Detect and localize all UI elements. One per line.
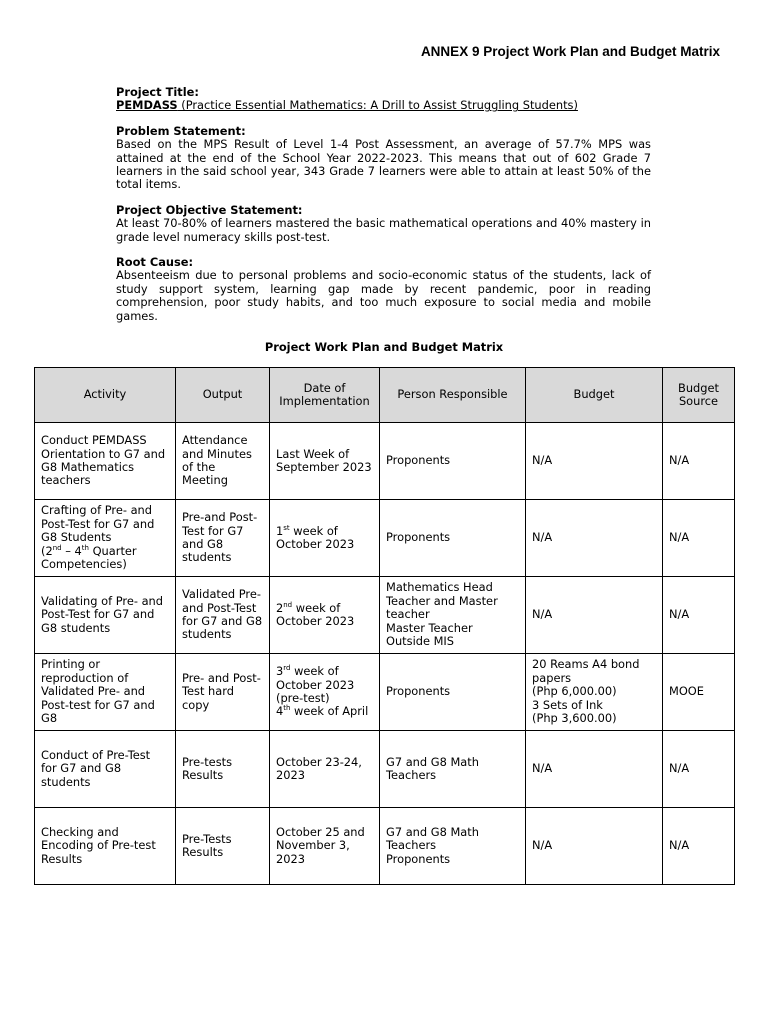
project-acronym: PEMDASS — [116, 98, 178, 113]
project-description — [116, 86, 651, 335]
activity-quarter-open: (2 — [41, 543, 53, 558]
cell-date: October 23-24, 2023 — [270, 731, 380, 808]
cell-activity: Validating of Pre- and Post-Test for G7 and G8 students — [35, 577, 176, 654]
cell-person: G7 and G8 Math Teachers — [380, 731, 526, 808]
cell-activity: Checking and Encoding of Pre-test Results — [35, 808, 176, 885]
cell-person — [380, 577, 526, 654]
cell-output: Attendance and Minutes of the Meeting — [176, 423, 270, 500]
cell-output: Pre-tests Results — [176, 731, 270, 808]
cell-output: Pre-and Post-Test for G7 and G8 students — [176, 500, 270, 577]
person-line: Proponents — [386, 851, 451, 866]
root-cause-label: Root Cause: — [116, 255, 194, 270]
budget-line: 20 Reams A4 bond papers — [532, 657, 640, 685]
root-cause-text: Absenteeism due to personal problems and socio-economic status of the students, lack of study support system, learning gap made by recent pandemic, poor in reading comprehension, poor study habits, and too much exposure to social media and mobile games. — [116, 268, 651, 323]
cell-budget: N/A — [526, 500, 663, 577]
activity-quarter-mid: – 4 — [61, 543, 82, 558]
date-number: 1 — [276, 523, 284, 538]
activity-main: Crafting of Pre- and Post-Test for G7 and G8 Students — [41, 503, 155, 545]
matrix-title: Project Work Plan and Budget Matrix — [264, 340, 504, 354]
header-person: Person Responsible — [380, 368, 526, 423]
table-row — [35, 808, 735, 885]
date-rest: week of October 2023 — [276, 523, 355, 551]
cell-source: N/A — [663, 577, 735, 654]
project-title-section — [116, 86, 651, 113]
superscript: th — [81, 543, 89, 552]
annex-title: ANNEX 9 Project Work Plan and Budget Matrix — [420, 44, 720, 59]
cell-budget: N/A — [526, 423, 663, 500]
work-plan-table — [34, 367, 735, 885]
person-line: Master Teacher Outside MIS — [386, 620, 473, 649]
budget-line: (Php 6,000.00) — [532, 684, 617, 699]
problem-statement-section — [116, 125, 651, 192]
cell-date: October 25 and November 3, 2023 — [270, 808, 380, 885]
cell-date — [270, 577, 380, 654]
cell-budget — [526, 654, 663, 731]
cell-person: Proponents — [380, 654, 526, 731]
cell-person: Proponents — [380, 500, 526, 577]
date-number: 2 — [276, 600, 284, 615]
header-date: Date of Implementation — [270, 368, 380, 423]
header-activity: Activity — [35, 368, 176, 423]
cell-budget: N/A — [526, 731, 663, 808]
objective-text: At least 70-80% of learners mastered the basic mathematical operations and 40% mastery in grade level numeracy skills post-test. — [116, 216, 651, 244]
header-source: Budget Source — [663, 368, 735, 423]
root-cause-section — [116, 256, 651, 323]
cell-source: N/A — [663, 500, 735, 577]
project-title-label: Project Title: — [116, 85, 199, 99]
date-rest: week of October 2023 — [276, 600, 355, 628]
date-number: 3 — [276, 664, 284, 679]
cell-person — [380, 808, 526, 885]
person-line: G7 and G8 Math Teachers — [386, 824, 479, 853]
person-line: Mathematics Head Teacher and Master teacher — [386, 580, 498, 622]
cell-date — [270, 654, 380, 731]
table-row — [35, 654, 735, 731]
superscript: rd — [283, 664, 291, 673]
cell-activity: Conduct of Pre-Test for G7 and G8 students — [35, 731, 176, 808]
budget-line: (Php 3,600.00) — [532, 711, 617, 726]
problem-statement-text: Based on the MPS Result of Level 1-4 Post Assessment, an average of 57.7% MPS was attained at the end of the School Year 2022-2023. This means that out of 602 Grade 7 learners in the said school year, 343 Grade 7 learners were able to attain at least 50% of the total items. — [116, 137, 651, 192]
date-rest: week of April — [290, 704, 369, 719]
cell-budget: N/A — [526, 808, 663, 885]
header-output: Output — [176, 368, 270, 423]
date-rest: week of October 2023 (pre-test) — [276, 664, 355, 705]
cell-output: Pre-Tests Results — [176, 808, 270, 885]
activity-quarter-end: Quarter Competencies) — [41, 543, 137, 572]
objective-label: Project Objective Statement: — [116, 202, 303, 217]
superscript: nd — [52, 543, 62, 552]
table-row — [35, 500, 735, 577]
header-budget: Budget — [526, 368, 663, 423]
cell-source: N/A — [663, 808, 735, 885]
cell-activity — [35, 500, 176, 577]
cell-person: Proponents — [380, 423, 526, 500]
project-title-line — [116, 99, 651, 112]
cell-activity: Printing or reproduction of Validated Pre- and Post-test for G7 and G8 — [35, 654, 176, 731]
superscript: th — [283, 704, 291, 713]
table-header-row — [35, 368, 735, 423]
cell-source: N/A — [663, 423, 735, 500]
cell-budget: N/A — [526, 577, 663, 654]
cell-date — [270, 500, 380, 577]
objective-section — [116, 204, 651, 244]
cell-source: MOOE — [663, 654, 735, 731]
cell-output: Validated Pre-and Post-Test for G7 and G8 students — [176, 577, 270, 654]
table-row — [35, 577, 735, 654]
budget-line: 3 Sets of Ink — [532, 697, 603, 712]
problem-statement-label: Problem Statement: — [116, 123, 246, 138]
table-row — [35, 731, 735, 808]
cell-source: N/A — [663, 731, 735, 808]
project-full-name: (Practice Essential Mathematics: A Drill to Assist Struggling Students) — [177, 98, 578, 113]
date-number: 4 — [276, 704, 284, 719]
superscript: st — [283, 523, 290, 532]
cell-date: Last Week of September 2023 — [270, 423, 380, 500]
cell-output: Pre- and Post-Test hard copy — [176, 654, 270, 731]
superscript: nd — [283, 600, 293, 609]
cell-activity: Conduct PEMDASS Orientation to G7 and G8 Mathematics teachers — [35, 423, 176, 500]
table-row — [35, 423, 735, 500]
